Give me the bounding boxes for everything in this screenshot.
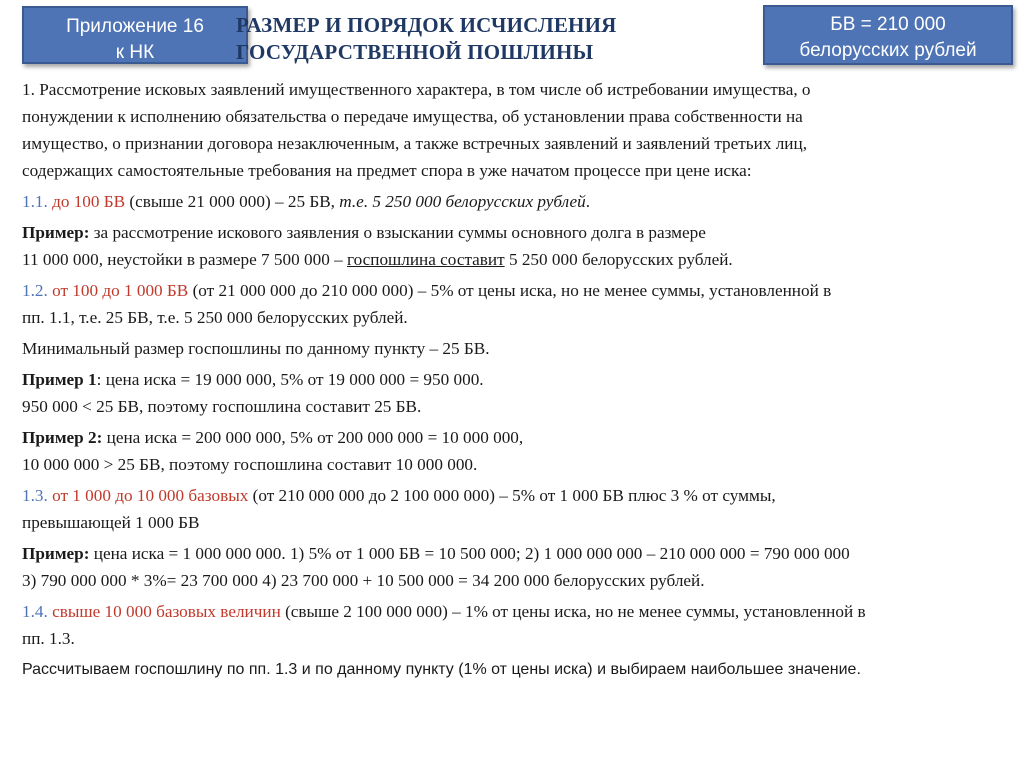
section-1-line: содержащих самостоятельные требования на предмет спора в уже начатом процессе при цене иска:: [22, 161, 752, 180]
example-1-line-2b: 5 250 000 белорусских рублей.: [504, 250, 733, 269]
item-1-3-line-2: превышающей 1 000 БВ: [22, 513, 200, 532]
item-1-1-italic: т.е. 5 250 000 белорусских рублей: [339, 192, 586, 211]
item-1-3: [22, 482, 1007, 536]
section-1-line: 1. Рассмотрение исковых заявлений имущественного характера, в том числе об истребовании имущества, о: [22, 80, 811, 99]
item-1-3-number: 1.3.: [22, 486, 48, 505]
example-4-label: Пример:: [22, 544, 90, 563]
document-body: [22, 76, 1007, 687]
example-2-label: Пример 1: [22, 370, 97, 389]
item-1-2-line-2: пп. 1.1, т.е. 25 БВ, т.е. 5 250 000 белорусских рублей.: [22, 308, 408, 327]
example-1-line-2a: 11 000 000, неустойки в размере 7 500 000 –: [22, 250, 347, 269]
item-1-2-line-1: (от 21 000 000 до 210 000 000) – 5% от цены иска, но не менее суммы, установленной в: [188, 281, 832, 300]
example-1-line-1: за рассмотрение искового заявления о взыскании суммы основного долга в размере: [89, 223, 706, 242]
example-1: [22, 219, 1007, 273]
example-2-line-2: 950 000 < 25 БВ, поэтому госпошлина составит 25 БВ.: [22, 397, 422, 416]
example-3-line-1: цена иска = 200 000 000, 5% от 200 000 000 = 10 000 000,: [102, 428, 524, 447]
item-1-2-range: от 100 до 1 000 БВ: [52, 281, 189, 300]
item-1-1-number: 1.1.: [22, 192, 48, 211]
example-3-label: Пример 2:: [22, 428, 103, 447]
example-2-line-1: : цена иска = 19 000 000, 5% от 19 000 000 = 950 000.: [96, 370, 484, 389]
example-3: [22, 424, 1007, 478]
example-1-label: Пример:: [22, 223, 90, 242]
appendix-line-2: к НК: [115, 42, 155, 63]
item-1-3-line-1: (от 210 000 000 до 2 100 000 000) – 5% от 1 000 БВ плюс 3 % от суммы,: [248, 486, 776, 505]
item-1-4-line-2: пп. 1.3.: [22, 629, 75, 648]
example-4: [22, 540, 1007, 594]
example-1-underlined: госпошлина составит: [346, 250, 505, 269]
item-1-2: [22, 277, 1007, 331]
appendix-badge: [22, 6, 248, 64]
item-1-4-range: свыше 10 000 базовых величин: [52, 602, 281, 621]
item-1-2-number: 1.2.: [22, 281, 48, 300]
section-1-line: имущество, о признании договора незаключенным, а также встречных заявлений и заявлений третьих лиц,: [22, 134, 807, 153]
item-1-3-range: от 1 000 до 10 000 базовых: [52, 486, 249, 505]
minimum-note: Минимальный размер госпошлины по данному пункту – 25 БВ.: [22, 339, 490, 358]
section-1: [22, 76, 1007, 184]
bv-line-2: белорусских рублей: [799, 40, 977, 61]
appendix-line-1: Приложение 16: [66, 16, 204, 37]
conclusion: Рассчитываем госпошлину по пп. 1.3 и по данному пункту (1% от цены иска) и выбираем наибольшее значение.: [22, 661, 861, 678]
example-3-line-2: 10 000 000 > 25 БВ, поэтому госпошлина составит 10 000 000.: [22, 455, 478, 474]
item-1-1-text: (свыше 21 000 000) – 25 БВ,: [125, 192, 340, 211]
item-1-1-end: .: [585, 192, 591, 211]
bv-line-1: БВ = 210 000: [830, 14, 946, 35]
item-1-4: [22, 598, 1007, 652]
example-4-line-2: 3) 790 000 000 * 3%= 23 700 000 4) 23 700 000 + 10 500 000 = 34 200 000 белорусских рублей.: [22, 571, 705, 590]
page-title: [236, 12, 756, 66]
example-4-line-1: цена иска = 1 000 000 000. 1) 5% от 1 000 БВ = 10 500 000; 2) 1 000 000 000 – 210 000 000 = 790 000 000: [89, 544, 850, 563]
title-line-1: РАЗМЕР И ПОРЯДОК ИСЧИСЛЕНИЯ: [236, 13, 617, 37]
item-1-1-range: до 100 БВ: [52, 192, 126, 211]
bv-badge: [763, 5, 1013, 65]
item-1-4-number: 1.4.: [22, 602, 48, 621]
item-1-4-line-1: (свыше 2 100 000 000) – 1% от цены иска, но не менее суммы, установленной в: [280, 602, 866, 621]
example-2: [22, 366, 1007, 420]
title-line-2: ГОСУДАРСТВЕННОЙ ПОШЛИНЫ: [236, 40, 594, 64]
section-1-line: понуждении к исполнению обязательства о передаче имущества, об установлении права собственности на: [22, 107, 803, 126]
item-1-1: [22, 188, 1007, 215]
